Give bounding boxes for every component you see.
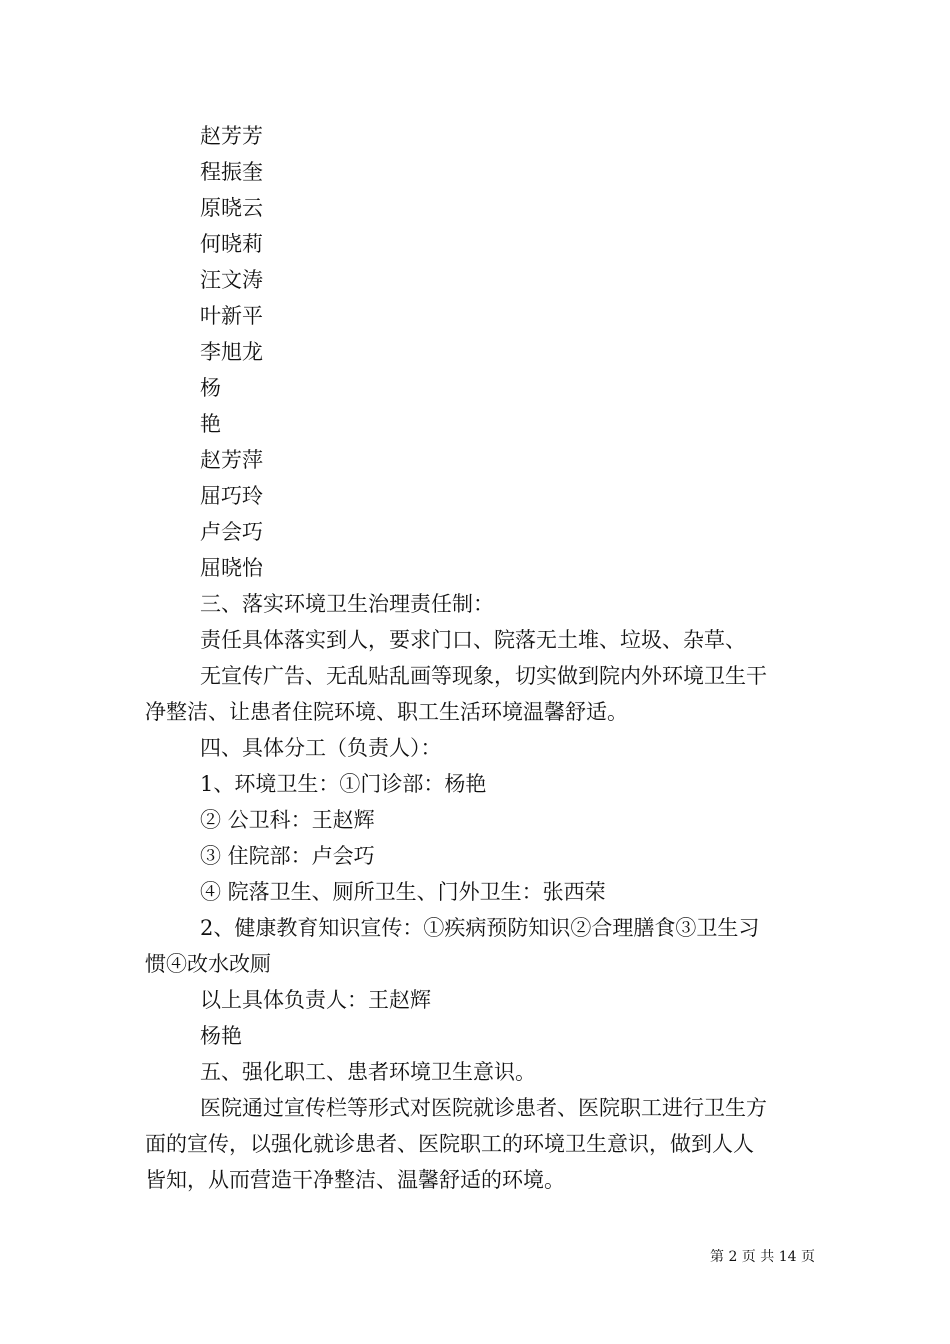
name-line: 汪文涛 bbox=[200, 268, 263, 292]
paragraph-line: 无宣传广告、无乱贴乱画等现象，切实做到院内外环境卫生干 bbox=[200, 664, 767, 688]
assignment-line: 2、健康教育知识宣传：①疾病预防知识②合理膳食③卫生习 bbox=[200, 916, 760, 940]
paragraph-line: 皆知，从而营造干净整洁、温馨舒适的环境。 bbox=[145, 1168, 565, 1192]
name-line: 何晓莉 bbox=[200, 232, 263, 256]
name-line: 李旭龙 bbox=[200, 340, 263, 364]
assignment-line: ② 公卫科：王赵辉 bbox=[200, 808, 375, 832]
name-line: 原晓云 bbox=[200, 196, 263, 220]
name-line: 屈晓怡 bbox=[200, 556, 263, 580]
assignment-line: 1、环境卫生：①门诊部：杨艳 bbox=[200, 772, 487, 796]
paragraph-line: 面的宣传，以强化就诊患者、医院职工的环境卫生意识，做到人人 bbox=[145, 1132, 754, 1156]
assignment-line: 惯④改水改厕 bbox=[145, 952, 271, 976]
paragraph-line: 医院通过宣传栏等形式对医院就诊患者、医院职工进行卫生方 bbox=[200, 1096, 767, 1120]
name-line: 程振奎 bbox=[200, 160, 263, 184]
name-line: 杨 bbox=[200, 376, 221, 400]
assignment-line: ③ 住院部：卢会巧 bbox=[200, 844, 375, 868]
page-footer: 第 2 页 共 14 页 bbox=[710, 1249, 815, 1265]
responsible-line: 杨艳 bbox=[200, 1024, 242, 1048]
name-line: 赵芳芳 bbox=[200, 124, 263, 148]
name-line: 叶新平 bbox=[200, 304, 263, 328]
assignment-line: ④ 院落卫生、厕所卫生、门外卫生：张西荣 bbox=[200, 880, 606, 904]
section-3-heading: 三、落实环境卫生治理责任制： bbox=[200, 592, 494, 616]
responsible-line: 以上具体负责人：王赵辉 bbox=[200, 988, 431, 1012]
name-line: 艳 bbox=[200, 412, 221, 436]
section-5-heading: 五、强化职工、患者环境卫生意识。 bbox=[200, 1060, 536, 1084]
paragraph-line: 净整洁、让患者住院环境、职工生活环境温馨舒适。 bbox=[145, 700, 628, 724]
paragraph-line: 责任具体落实到人，要求门口、院落无土堆、垃圾、杂草、 bbox=[200, 628, 746, 652]
name-line: 赵芳萍 bbox=[200, 448, 263, 472]
section-4-heading: 四、具体分工（负责人）： bbox=[200, 736, 442, 760]
name-line: 屈巧玲 bbox=[200, 484, 263, 508]
name-line: 卢会巧 bbox=[200, 520, 263, 544]
